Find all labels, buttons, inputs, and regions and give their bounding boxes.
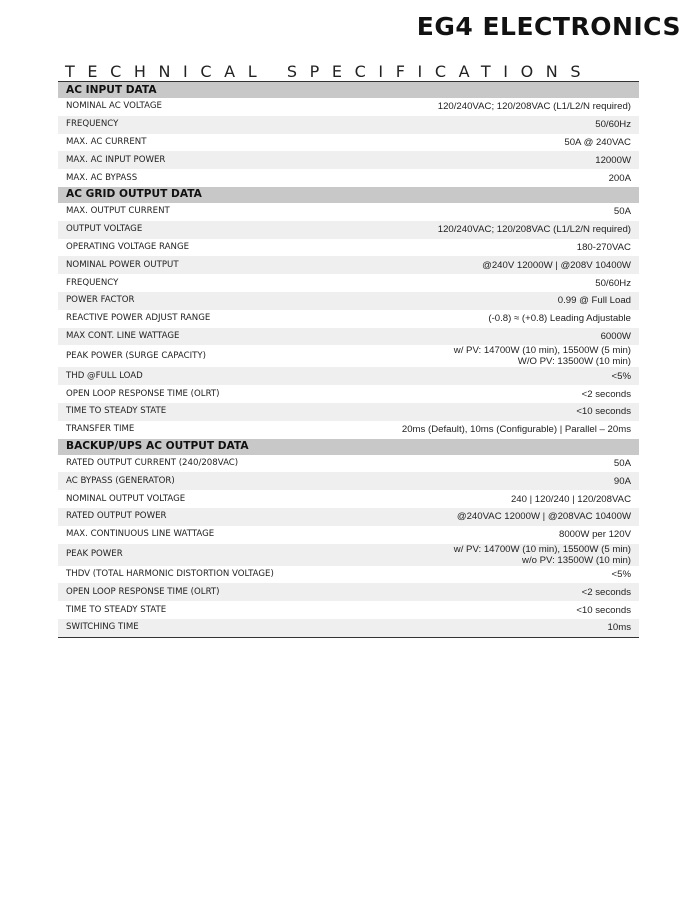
spec-value: 50/60Hz: [349, 116, 640, 134]
section-title: AC GRID OUTPUT DATA: [58, 187, 639, 203]
brand-logo: EG4 ELECTRONICS: [416, 12, 681, 41]
spec-label: NOMINAL OUTPUT VOLTAGE: [66, 493, 186, 504]
spec-value: 240 | 120/240 | 120/208VAC: [510, 493, 631, 505]
spec-value: 20ms (Default), 10ms (Configurable) | Parallel – 20ms: [401, 424, 631, 436]
spec-value: 120/240VAC; 120/208VAC (L1/L2/N required): [349, 221, 640, 239]
spec-label: OPEN LOOP RESPONSE TIME (OLRT): [66, 388, 220, 399]
spec-row: [58, 221, 639, 239]
spec-row: [58, 619, 639, 637]
spec-value: 180-270VAC: [576, 241, 631, 253]
spec-label: RATED OUTPUT POWER: [58, 508, 349, 526]
spec-value-line: w/ PV: 14700W (10 min), 15500W (5 min): [453, 345, 631, 357]
spec-label: MAX. CONTINUOUS LINE WATTAGE: [66, 529, 215, 540]
spec-row: [58, 455, 639, 473]
spec-row: [58, 421, 639, 439]
section-header: [58, 82, 639, 98]
spec-value: 200A: [608, 172, 631, 184]
spec-label: OPERATING VOLTAGE RANGE: [66, 241, 190, 252]
spec-row: [58, 583, 639, 601]
spec-row: [58, 508, 639, 526]
spec-label: THDV (TOTAL HARMONIC DISTORTION VOLTAGE): [66, 568, 274, 579]
section-header: [58, 187, 639, 203]
spec-value: 0.99 @ Full Load: [349, 292, 640, 310]
spec-value: 8000W per 120V: [559, 529, 631, 541]
spec-row: [58, 544, 639, 566]
spec-row: [58, 472, 639, 490]
spec-value: 10ms: [349, 619, 640, 637]
spec-row: [58, 328, 639, 346]
spec-label: REACTIVE POWER ADJUST RANGE: [66, 313, 211, 324]
spec-row: [58, 134, 639, 152]
spec-label: MAX. AC INPUT POWER: [58, 151, 349, 169]
spec-label: PEAK POWER: [58, 544, 349, 566]
section-title: BACKUP/UPS AC OUTPUT DATA: [58, 439, 639, 455]
spec-value-line: W/O PV: 13500W (10 min): [517, 356, 631, 368]
page-title: TECHNICAL SPECIFICATIONS: [65, 62, 594, 81]
spec-value: (-0.8) ≈ (+0.8) Leading Adjustable: [488, 313, 631, 325]
spec-label: AC BYPASS (GENERATOR): [58, 472, 349, 490]
spec-label: OUTPUT VOLTAGE: [58, 221, 349, 239]
spec-row: [58, 203, 639, 221]
spec-table: [58, 82, 639, 638]
spec-label: PEAK POWER (SURGE CAPACITY): [66, 350, 206, 361]
spec-row: [58, 98, 639, 116]
spec-value-line: w/ PV: 14700W (10 min), 15500W (5 min): [453, 543, 631, 555]
spec-row: [58, 526, 639, 544]
spec-value: 50/60Hz: [595, 277, 631, 289]
spec-value: <2 seconds: [349, 583, 640, 601]
spec-value: @240V 12000W | @208V 10400W: [349, 256, 640, 274]
spec-value: [349, 345, 640, 367]
section-title: AC INPUT DATA: [58, 82, 639, 98]
spec-label: OPEN LOOP RESPONSE TIME (OLRT): [58, 583, 349, 601]
spec-row: [58, 345, 639, 367]
spec-label: FREQUENCY: [58, 116, 349, 134]
spec-label: MAX. OUTPUT CURRENT: [66, 206, 170, 217]
spec-row: [58, 310, 639, 328]
spec-value: <5%: [349, 367, 640, 385]
spec-label: TIME TO STEADY STATE: [58, 403, 349, 421]
spec-row: [58, 385, 639, 403]
spec-label: NOMINAL POWER OUTPUT: [58, 256, 349, 274]
spec-label: MAX. AC BYPASS: [66, 172, 138, 183]
spec-value: [349, 544, 640, 566]
spec-label: SWITCHING TIME: [58, 619, 349, 637]
spec-label: FREQUENCY: [66, 277, 119, 288]
spec-value: 50A @ 240VAC: [564, 136, 631, 148]
spec-value: 90A: [349, 472, 640, 490]
spec-row: [58, 256, 639, 274]
spec-value: 6000W: [349, 328, 640, 346]
spec-label: RATED OUTPUT CURRENT (240/208VAC): [66, 457, 239, 468]
spec-value: <10 seconds: [349, 403, 640, 421]
spec-table-body: [58, 82, 639, 637]
spec-row: [58, 239, 639, 257]
spec-row: [58, 274, 639, 292]
spec-value: <10 seconds: [576, 604, 631, 616]
spec-label: NOMINAL AC VOLTAGE: [66, 101, 162, 112]
spec-value: 50A: [613, 457, 631, 469]
spec-row: [58, 403, 639, 421]
spec-row: [58, 601, 639, 619]
spec-row: [58, 151, 639, 169]
spec-row: [58, 116, 639, 134]
section-header: [58, 439, 639, 455]
spec-label: MAX. AC CURRENT: [66, 136, 147, 147]
spec-row: [58, 566, 639, 584]
spec-value: <2 seconds: [581, 388, 631, 400]
spec-value: 50A: [613, 206, 631, 218]
spec-row: [58, 169, 639, 187]
spec-label: POWER FACTOR: [58, 292, 349, 310]
spec-label: TIME TO STEADY STATE: [66, 604, 167, 615]
spec-row: [58, 292, 639, 310]
spec-label: TRANSFER TIME: [66, 424, 135, 435]
spec-value: 120/240VAC; 120/208VAC (L1/L2/N required): [437, 101, 631, 113]
spec-value: <5%: [611, 568, 631, 580]
spec-row: [58, 490, 639, 508]
spec-value-line: w/o PV: 13500W (10 min): [522, 554, 631, 566]
spec-value: @240VAC 12000W | @208VAC 10400W: [349, 508, 640, 526]
spec-label: MAX CONT. LINE WATTAGE: [58, 328, 349, 346]
spec-label: THD @FULL LOAD: [58, 367, 349, 385]
spec-value: 12000W: [349, 151, 640, 169]
spec-row: [58, 367, 639, 385]
